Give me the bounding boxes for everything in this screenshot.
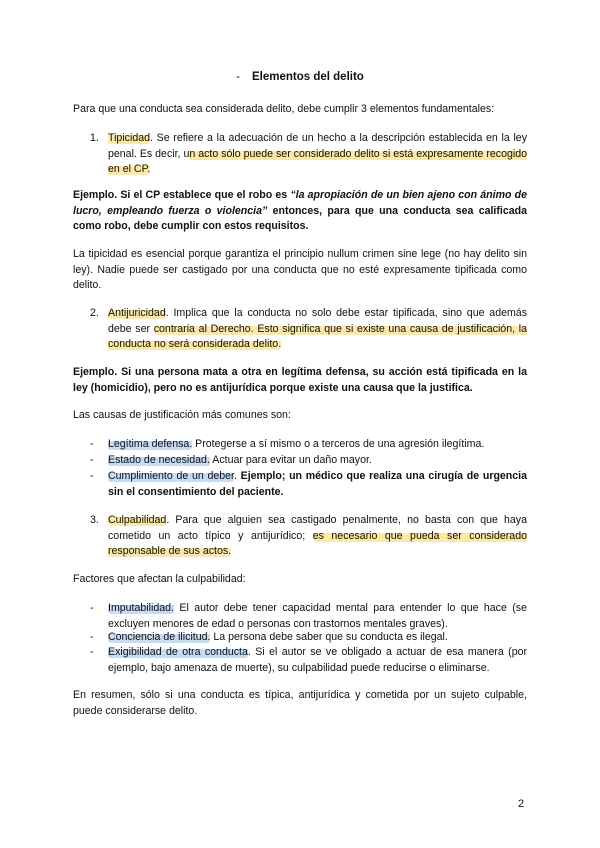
list-item <box>90 630 527 646</box>
bullet-dash: - <box>90 602 94 614</box>
element-description: . Para que alguien sea castigado penalmente, no basta con que haya cometido un acto típico y antijurídico; <box>108 514 527 542</box>
element-text <box>108 513 527 560</box>
item-text: Protegerse a sí mismo o a terceros de una agresión ilegítima. <box>192 438 485 450</box>
highlighted-text: n acto sólo puede ser considerado delito si está expresamente recogido en el CP. <box>108 147 527 175</box>
element-number: 3. <box>90 514 99 526</box>
title-dash: - <box>236 71 240 83</box>
list-item <box>90 645 527 676</box>
term-highlight: Exigibilidad de otra conducta <box>108 646 248 658</box>
list-item <box>90 469 527 500</box>
element-antijuricidad <box>90 306 527 353</box>
example-tail: entonces, para que una conducta sea calificada como robo, debe cumplir con estos requisitos. <box>73 204 527 232</box>
item-text: La persona debe saber que su conducta es ilegal. <box>210 631 448 643</box>
term-highlight: Conciencia de ilicitud. <box>108 631 211 643</box>
factors-intro: Factores que afectan la culpabilidad: <box>73 573 246 585</box>
item-text: . <box>233 470 241 482</box>
term-highlight: Imputabilidad. <box>108 602 174 614</box>
term-highlight: Antijuricidad <box>108 307 166 319</box>
example-paragraph-2: Ejemplo. Si una persona mata a otra en legítima defensa, su acción está tipificada en la ley (homicidio), pero no es antijurídica porque existe una causa que la justifica. <box>73 366 527 394</box>
example-quote: “la apropiación de un bien ajeno con ánimo de lucro, empleando fuerza o violencia” <box>73 189 527 217</box>
bullet-dash: - <box>90 454 94 466</box>
bullet-dash: - <box>90 470 94 482</box>
term-highlight: Tipicidad <box>108 132 151 144</box>
element-number: 1. <box>90 132 99 144</box>
example-paragraph-1 <box>73 188 527 235</box>
item-text: Actuar para evitar un daño mayor. <box>209 454 372 466</box>
bullet-dash: - <box>90 438 94 450</box>
list-item <box>90 437 527 453</box>
highlighted-text: contraria al Derecho. Esto significa que si existe una causa de justificación, la conducta no será considerada delito. <box>108 322 527 350</box>
bullet-dash: - <box>90 646 94 658</box>
item-text: El autor debe tener capacidad mental para entender lo que hace (se excluyen menores de edad o personas con trastornos mentales graves). <box>108 602 527 630</box>
summary-paragraph: En resumen, sólo si una conducta es típica, antijurídica y cometida por un sujeto culpable, puede considerarse delito. <box>73 689 527 717</box>
element-text <box>108 306 527 353</box>
item-text: . Si el autor se ve obligado a actuar de esa manera (por ejemplo, bajo amenaza de muerte), su culpabilidad puede reducirse o eliminarse. <box>108 646 528 674</box>
list-item <box>90 453 527 469</box>
element-description: . Se refiere a la adecuación de un hecho a la descripción establecida en la ley penal. Es decir, u <box>108 132 527 160</box>
term-highlight: Culpabilidad <box>108 514 167 526</box>
tipicidad-paragraph: La tipicidad es esencial porque garantiza el principio nullum crimen sine lege (no hay delito sin ley). Nadie puede ser castigado por una conducta que no esté expresamente tipificada como delito. <box>73 248 527 291</box>
title-text: Elementos del delito <box>252 71 364 83</box>
intro-paragraph: Para que una conducta sea considerada delito, debe cumplir 3 elementos fundamentales: <box>73 103 495 115</box>
element-tipicidad <box>90 131 527 178</box>
element-culpabilidad <box>90 513 527 560</box>
term-highlight: Cumplimiento de un deber <box>108 470 234 482</box>
item-bold-text: Ejemplo; un médico que realiza una cirugía de urgencia sin el consentimiento del paciente. <box>108 470 527 498</box>
page-title <box>0 70 600 86</box>
element-description: . Implica que la conducta no solo debe estar tipificada, sino que además debe ser <box>108 307 527 335</box>
element-number: 2. <box>90 307 99 319</box>
example-lead: Ejemplo. Si el CP establece que el robo es <box>73 189 291 201</box>
list-item <box>90 601 527 632</box>
term-highlight: Estado de necesidad. <box>108 454 210 466</box>
term-highlight: Legítima defensa. <box>108 438 193 450</box>
element-text <box>108 131 527 178</box>
page-number: 2 <box>518 798 525 810</box>
bullet-dash: - <box>90 631 94 643</box>
highlighted-text: es necesario que pueda ser considerado responsable de sus actos. <box>108 529 527 557</box>
causes-intro: Las causas de justificación más comunes son: <box>73 409 291 421</box>
